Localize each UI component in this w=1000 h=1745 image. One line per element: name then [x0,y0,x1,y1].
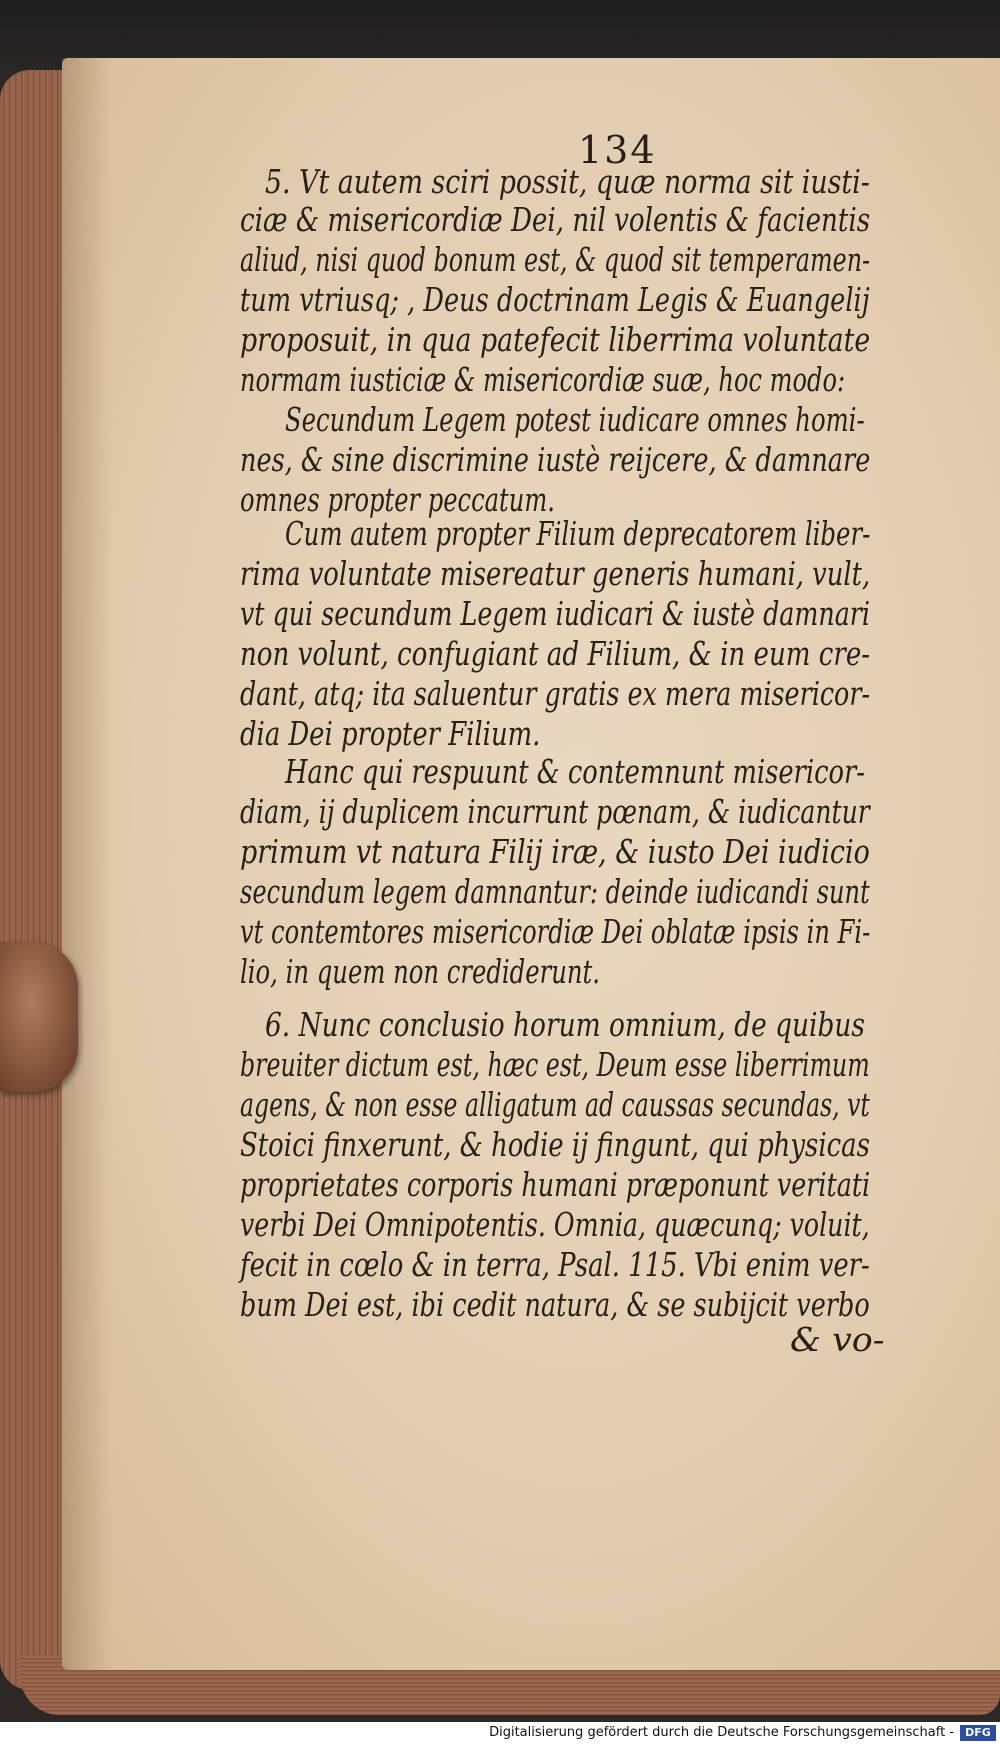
text-line: ciæ & misericordiæ Dei, nil volentis & facientis [240,200,871,239]
footer-credit: Digitalisierung gefördert durch die Deutsche Forschungsgemeinschaft - [489,1725,954,1740]
text-line: nes, & sine discrimine iustè reijcere, & damnare [240,440,871,479]
gutter-shadow [62,58,112,1670]
text-line: dant, atq; ita saluentur gratis ex mera misericor- [240,674,871,713]
book-clasp [0,942,78,1092]
text-line: Secundum Legem potest iudicare omnes homi- [285,400,865,439]
text-line: 5. Vt autem sciri possit, quæ norma sit iusti- [265,162,870,201]
text-line: secundum legem damnantur: deinde iudicandi sunt [240,872,870,911]
text-line: normam iusticiæ & misericordiæ suæ, hoc modo: [240,360,846,399]
text-line: diam, ij duplicem incurrunt pœnam, & iudicantur [240,792,870,831]
text-line: aliud, nisi quod bonum est, & quod sit temperamen- [240,240,871,279]
text-line: bum Dei est, ibi cedit natura, & se subijcit verbo [240,1285,870,1324]
text-line: omnes propter peccatum. [240,480,555,519]
dfg-logo: DFG [960,1725,996,1741]
text-line: lio, in quem non crediderunt. [240,952,600,991]
text-line: dia Dei propter Filium. [240,714,541,753]
page-number: 134 [578,128,657,172]
text-line: breuiter dictum est, hæc est, Deum esse liberrimum [240,1045,870,1084]
text-line: & vo- [790,1320,885,1359]
text-line: vt qui secundum Legem iudicari & iustè damnari [240,594,871,633]
footer-bar [0,1722,1000,1745]
text-line: proposuit, in qua patefecit liberrima voluntate [240,320,871,359]
text-line: vt contemtores misericordiæ Dei oblatæ ipsis in Fi- [240,912,871,951]
text-line: non volunt, confugiant ad Filium, & in eum cre- [240,634,871,673]
text-line: rima voluntate misereatur generis humani, vult, [240,554,871,593]
text-line: agens, & non esse alligatum ad caussas secundas, vt [240,1085,870,1124]
text-line: primum vt natura Filij iræ, & iusto Dei iudicio [240,832,870,871]
text-line: Cum autem propter Filium deprecatorem liber- [285,514,871,553]
text-line: proprietates corporis humani præponunt veritati [240,1165,871,1204]
text-line: tum vtriusq; , Deus doctrinam Legis & Euangelij [240,280,870,319]
text-line: 6. Nunc conclusio horum omnium, de quibus [265,1005,865,1044]
text-line: Stoici finxerunt, & hodie ij fingunt, qui physicas [240,1125,870,1164]
text-line: fecit in cœlo & in terra, Psal. 115. Vbi enim ver- [240,1245,870,1284]
text-line: verbi Dei Omnipotentis. Omnia, quæcunq; voluit, [240,1205,870,1244]
text-line: Hanc qui respuunt & contemnunt misericor- [285,752,865,791]
